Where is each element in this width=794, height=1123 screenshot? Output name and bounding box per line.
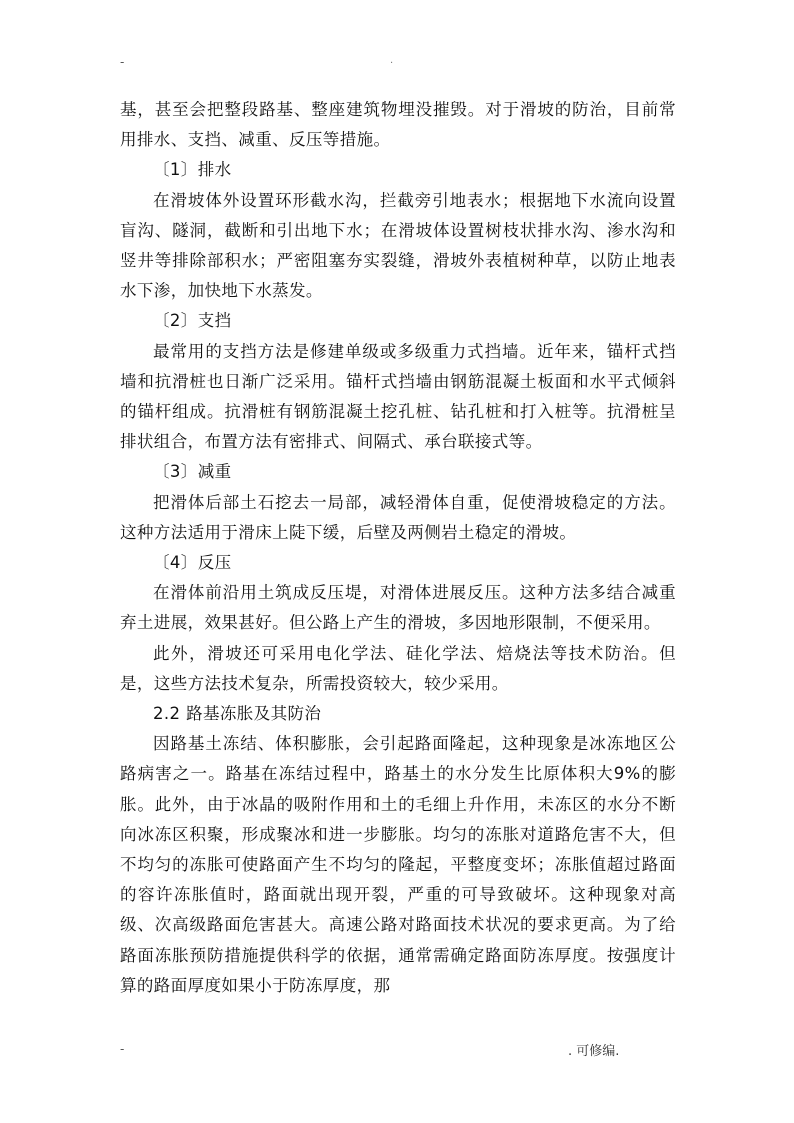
paragraph-drainage: 在滑坡体外设置环形截水沟，拦截旁引地表水；根据地下水流向设置盲沟、隧洞，截断和引出地下水；在滑坡体设置树枝状排水沟、渗水沟和竖井等排除部积水；严密阻塞夯实裂缝，滑坡外表植树种草，以防止地表水下渗，加快地下水蒸发。 <box>120 190 676 301</box>
document-body <box>120 95 676 1001</box>
heading-drainage: 〔1〕排水 <box>153 160 232 180</box>
footer-editable-label: . 可修编. <box>568 1044 620 1059</box>
paragraph-weight-reduction: 把滑体后部土石挖去一局部，减轻滑体自重，促使滑坡稳定的方法。这种方法适用于滑床上陡下缓，后壁及两侧岩土稳定的滑坡。 <box>120 492 676 542</box>
paragraph-counter-pressure: 在滑体前沿用土筑成反压堤，对滑体进展反压。这种方法多结合减重弃土进展，效果甚好。但公路上产生的滑坡，多因地形限制，不便采用。 <box>120 583 676 633</box>
heading-retaining: 〔2〕支挡 <box>153 311 232 331</box>
heading-counter-pressure: 〔4〕反压 <box>153 553 232 573</box>
paragraph-frost-heave: 因路基土冻结、体积膨胀，会引起路面隆起，这种现象是冰冻地区公路病害之一。路基在冻结过程中，路基土的水分发生比原体积大9%的膨胀。此外，由于冰晶的吸附作用和土的毛细上升作用，未冻区的水分不断向冰冻区积聚，形成聚冰和进一步膨胀。均匀的冻胀对道路危害不大，但不均匀的冻胀可使路面产生不均匀的隆起，平整度变坏；冻胀值超过路面的容许冻胀值时，路面就出现开裂，严重的可导致破坏。这种现象对高级、次高级路面危害甚大。高速公路对路面技术状况的要求更高。为了给路面冻胀预防措施提供科学的依据，通常需确定路面防冻厚度。按强度计算的路面厚度如果小于防冻厚度，那 <box>120 734 676 995</box>
paragraph-landslide-intro: 基，甚至会把整段路基、整座建筑物埋没摧毁。对于滑坡的防治，目前常用排水、支挡、减重、反压等措施。 <box>120 100 676 150</box>
paragraph-other-methods: 此外，滑坡还可采用电化学法、硅化学法、焙烧法等技术防治。但是，这些方法技术复杂，所需投资较大，较少采用。 <box>120 643 676 693</box>
heading-weight-reduction: 〔3〕减重 <box>153 462 232 482</box>
header-mark-right: . <box>390 55 394 66</box>
paragraph-retaining: 最常用的支挡方法是修建单级或多级重力式挡墙。近年来，锚杆式挡墙和抗滑桩也日渐广泛采用。锚杆式挡墙由钢筋混凝土板面和水平式倾斜的锚杆组成。抗滑桩有钢筋混凝土挖孔桩、钻孔桩和打入桩等。抗滑桩呈排状组合，布置方法有密排式、间隔式、承台联接式等。 <box>120 341 676 452</box>
header-mark-left: - <box>120 55 125 69</box>
footer-mark-left: - <box>120 1042 125 1056</box>
heading-frost-heave: 2.2 路基冻胀及其防治 <box>153 704 322 724</box>
